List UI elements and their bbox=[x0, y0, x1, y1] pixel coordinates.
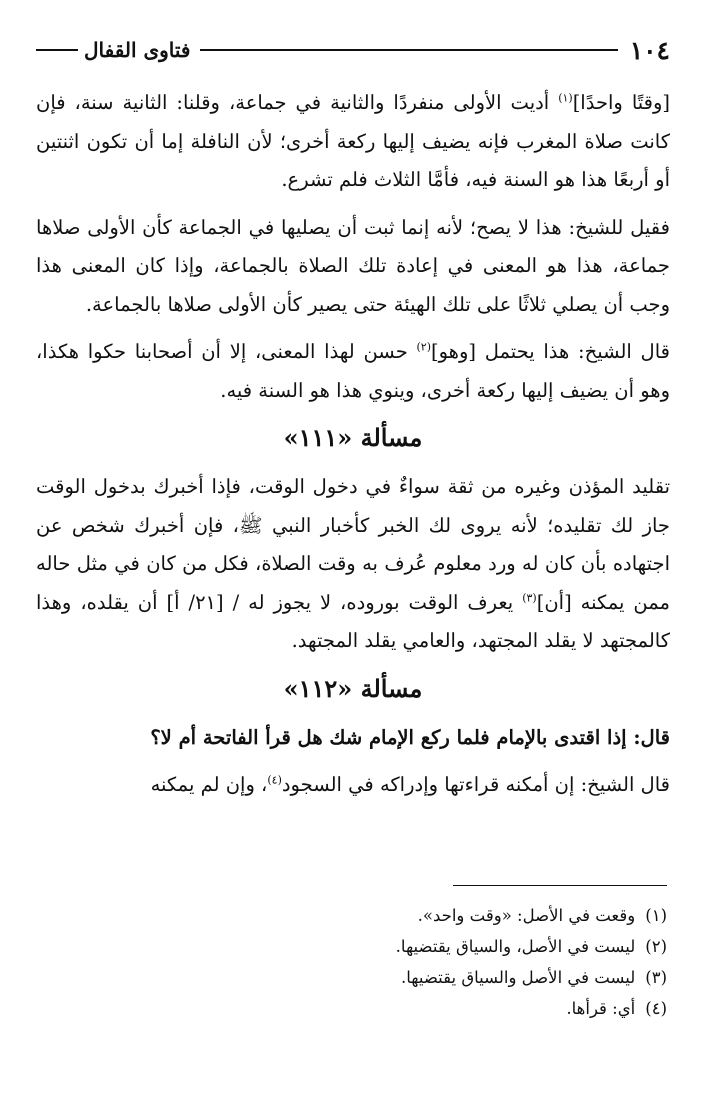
footnote-ref-3: (٣) bbox=[522, 591, 537, 604]
footnote-3: (٣)ليست في الأصل والسياق يقتضيها. bbox=[401, 968, 667, 987]
paragraph-3: قال الشيخ: هذا يحتمل [وهو]$^{(٢)}$ حسن لهذا المعنى، إلا أن أصحابنا حكوا هكذا، وهو أن يضيف إليها ركعة أخرى، وينوي هذا هو السنة فيه. bbox=[36, 340, 670, 402]
paragraph-6: قال الشيخ: إن أمكنه قراءتها وإدراكه في السجود$^{(٤)}$، وإن لم يمكنه bbox=[150, 773, 670, 796]
section-heading-112: مسألة «١١٢» bbox=[283, 673, 423, 703]
footnote-2: (٢)ليست في الأصل، والسياق يقتضيها. bbox=[395, 937, 667, 956]
footnotes bbox=[33, 900, 667, 1024]
paragraph-5: قال: إذا اقتدى بالإمام فلما ركع الإمام شك هل قرأ الفاتحة أم لا؟ bbox=[150, 725, 670, 749]
footnote-ref-2: (٢) bbox=[416, 340, 431, 354]
paragraph-2: فقيل للشيخ: هذا لا يصح؛ لأنه إنما ثبت أن يصليها في الجماعة كأن الأولى صلاها جماعة، هذا هو المعنى في إعادة تلك الصلاة بالجماعة، وإذا كان المعنى هذا وجب أن يصلي ثلاثًا على تلك الهيئة حتى يصير كأن الأولى صلاها بالجماعة. bbox=[36, 215, 670, 316]
header-rule bbox=[200, 49, 617, 51]
paragraph-4: تقليد المؤذن وغيره من ثقة سواءٌ في دخول الوقت، فإذا أخبرك بدخول الوقت جاز لك تقليده؛ لأنه يروى لك الخبر كأخبار النبي ﷺ، فإن أخبرك شخص عن اجتهاده بأن كان له ورد معلوم عُرف به وقت الصلاة، فكل من كان في مثل حاله ممن يمكنه [أن]$^{(٣)}$ يعرف الوقت بوروده، لا يجوز له / [٢١/ أ] أن يقلده، وهذا كالمجتهد لا يقلد المجتهد، والعامي يقلد المجتهد. bbox=[36, 475, 670, 652]
footnote-1: (١)وقعت في الأصل: «وقت واحد». bbox=[417, 906, 667, 925]
paragraph-1: [وقتًا واحدًا]$^{(١)}$ أديت الأولى منفردًا والثانية في جماعة، وقلنا: الثانية سنة، فإن كانت صلاة المغرب فإنه يضيف إليها ركعة أخرى؛ لأن النافلة إما أن تكون اثنتين أو أربعًا هذا هو السنة فيه، فأمَّا الثلاث فلم تشرع. bbox=[36, 91, 670, 191]
footnote-ref-1: (١) bbox=[558, 91, 573, 105]
header-rule-end bbox=[36, 49, 78, 51]
page-body bbox=[36, 30, 670, 805]
page-number: ١٠٤ bbox=[629, 35, 670, 65]
footnote-4: (٤)أي: قرأها. bbox=[566, 999, 667, 1018]
footnote-ref-4: (٤) bbox=[267, 773, 282, 787]
book-title: فتاوى القفال bbox=[84, 38, 191, 62]
footnote-separator bbox=[453, 885, 667, 886]
running-header bbox=[36, 30, 670, 70]
section-heading-111: مسألة «١١١» bbox=[283, 423, 423, 452]
